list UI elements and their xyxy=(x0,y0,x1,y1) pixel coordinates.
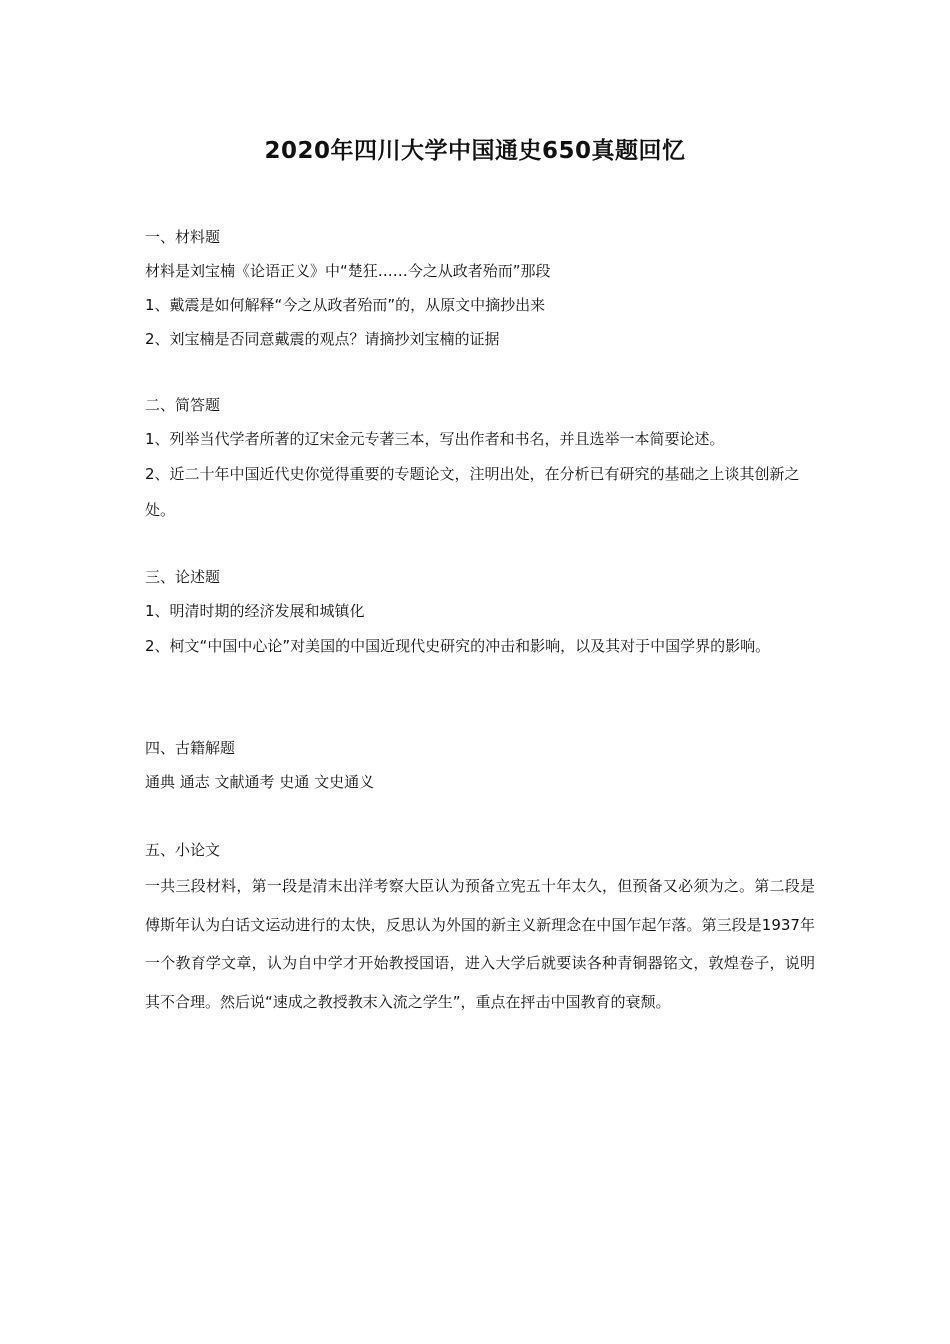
section-intro: 材料是刘宝楠《论语正义》中“楚狂……今之从政者殆而”那段 xyxy=(145,262,551,280)
question-item: 2、柯文“中国中心论”对美国的中国近现代史研究的冲击和影响，以及其对于中国学界的影响。 xyxy=(145,637,771,655)
classics-list: 通典 通志 文献通考 史通 文史通义 xyxy=(145,773,375,791)
section-heading: 二、简答题 xyxy=(145,396,221,414)
section-short-answer xyxy=(145,388,815,528)
section-material xyxy=(145,220,815,356)
section-heading: 一、材料题 xyxy=(145,228,221,246)
paper-body: 一共三段材料，第一段是清末出洋考察大臣认为预备立宪五十年太久，但预备又必须为之。第二段是傅斯年认为白话文运动进行的太快，反思认为外国的新主义新理念在中国乍起乍落。第三段是1937年一个教育学文章，认为自中学才开始教授国语，进入大学后就要读各种青铜器铭文，敦煌卷子，说明其不合理。然后说“速成之教授教末入流之学生”，重点在抨击中国教育的衰颓。 xyxy=(145,877,815,1011)
section-short-paper xyxy=(145,833,815,1021)
section-heading: 四、古籍解题 xyxy=(145,739,236,757)
section-heading: 三、论述题 xyxy=(145,568,221,586)
question-item: 1、明清时期的经济发展和城镇化 xyxy=(145,602,365,620)
question-item: 1、戴震是如何解释“今之从政者殆而”的，从原文中摘抄出来 xyxy=(145,296,546,314)
page-title: 2020年四川大学中国通史650真题回忆 xyxy=(264,138,686,164)
question-item: 1、列举当代学者所著的辽宋金元专著三本，写出作者和书名，并且选举一本简要论述。 xyxy=(145,430,725,448)
section-heading: 五、小论文 xyxy=(145,841,221,859)
section-essay xyxy=(145,560,815,664)
section-classics xyxy=(145,731,815,799)
question-item: 2、刘宝楠是否同意戴震的观点？请摘抄刘宝楠的证据 xyxy=(145,330,500,348)
question-item: 2、近二十年中国近代史你觉得重要的专题论文，注明出处，在分析已有研究的基础之上谈其创新之处。 xyxy=(145,465,800,519)
